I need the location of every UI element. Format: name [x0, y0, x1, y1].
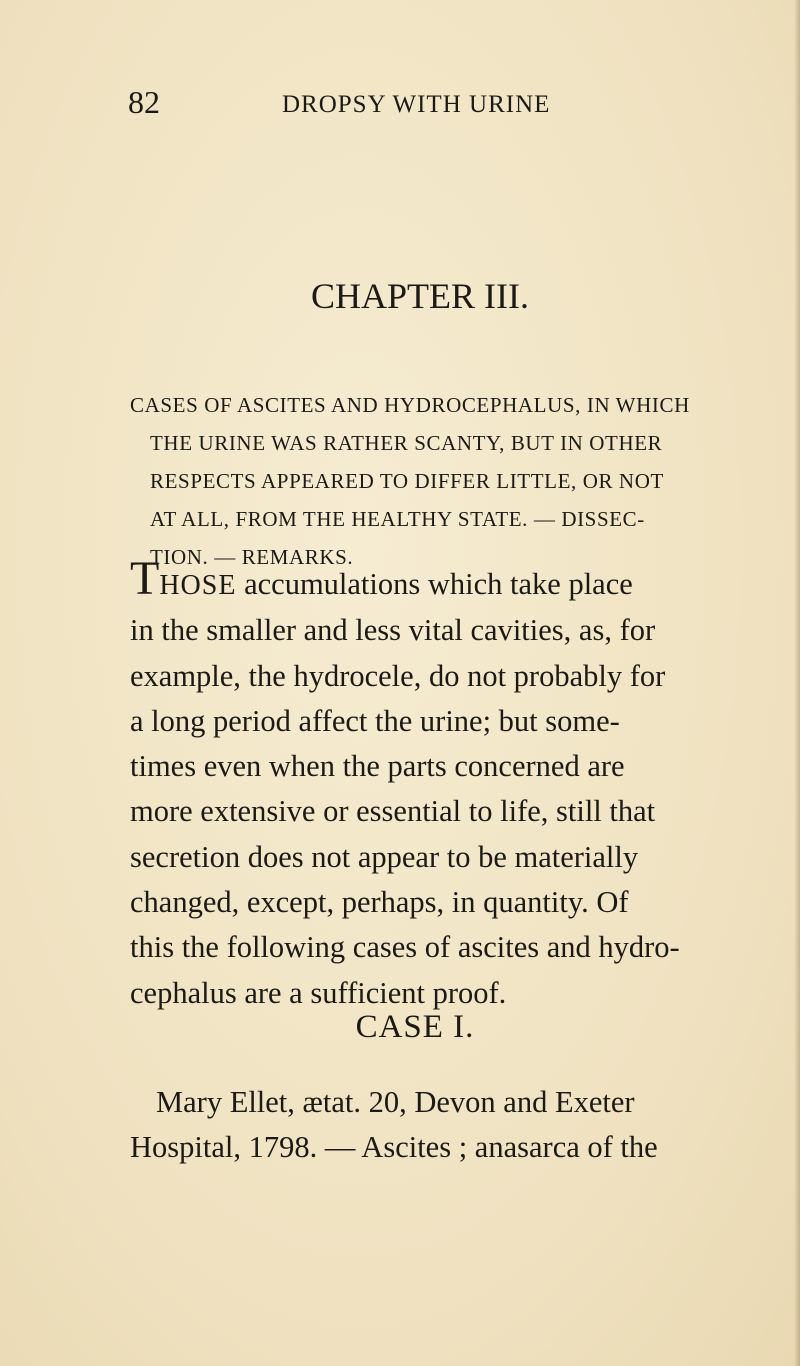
- page-edge-shadow: [794, 0, 800, 1366]
- drop-cap: T: [130, 552, 160, 605]
- case-line: Mary Ellet, ætat. 20, Devon and Exeter: [156, 1085, 635, 1119]
- opening-word-rest: HOSE: [159, 570, 237, 601]
- case-line: Hospital, 1798. — Ascites ; anasarca of the: [130, 1130, 658, 1165]
- body-line: cephalus are a sufficient proof.: [130, 975, 507, 1010]
- summary-line: THE URINE WAS RATHER SCANTY, BUT IN OTHER: [150, 431, 663, 455]
- body-line: secretion does not appear to be materially: [130, 839, 639, 874]
- body-line: times even when the parts concerned are: [130, 749, 625, 784]
- running-head: DROPSY WITH URINE: [282, 91, 551, 118]
- body-line: more extensive or essential to life, still that: [130, 794, 656, 829]
- body-line: example, the hydrocele, do not probably for: [130, 658, 666, 693]
- body-line: this the following cases of ascites and hydro-: [130, 930, 680, 965]
- page-number: 82: [128, 84, 160, 120]
- first-line-rest: accumulations which take place: [236, 567, 633, 601]
- page-header: [0, 82, 800, 122]
- chapter-title: CHAPTER III.: [311, 276, 529, 316]
- summary-line: CASES OF ASCITES AND HYDROCEPHALUS, IN WHICH: [130, 393, 690, 417]
- body-line: in the smaller and less vital cavities, as, for: [130, 613, 656, 648]
- case-paragraph: [130, 1080, 720, 1171]
- summary-line: TION. — REMARKS.: [150, 545, 354, 569]
- summary-line: AT ALL, FROM THE HEALTHY STATE. — DISSEC-: [150, 507, 645, 531]
- summary-line: RESPECTS APPEARED TO DIFFER LITTLE, OR NOT: [150, 469, 664, 493]
- body-line: changed, except, perhaps, in quantity. Of: [130, 885, 629, 920]
- case-title: CASE I.: [355, 1009, 475, 1045]
- body-line: a long period affect the urine; but some-: [130, 703, 620, 738]
- chapter-summary: [130, 386, 720, 576]
